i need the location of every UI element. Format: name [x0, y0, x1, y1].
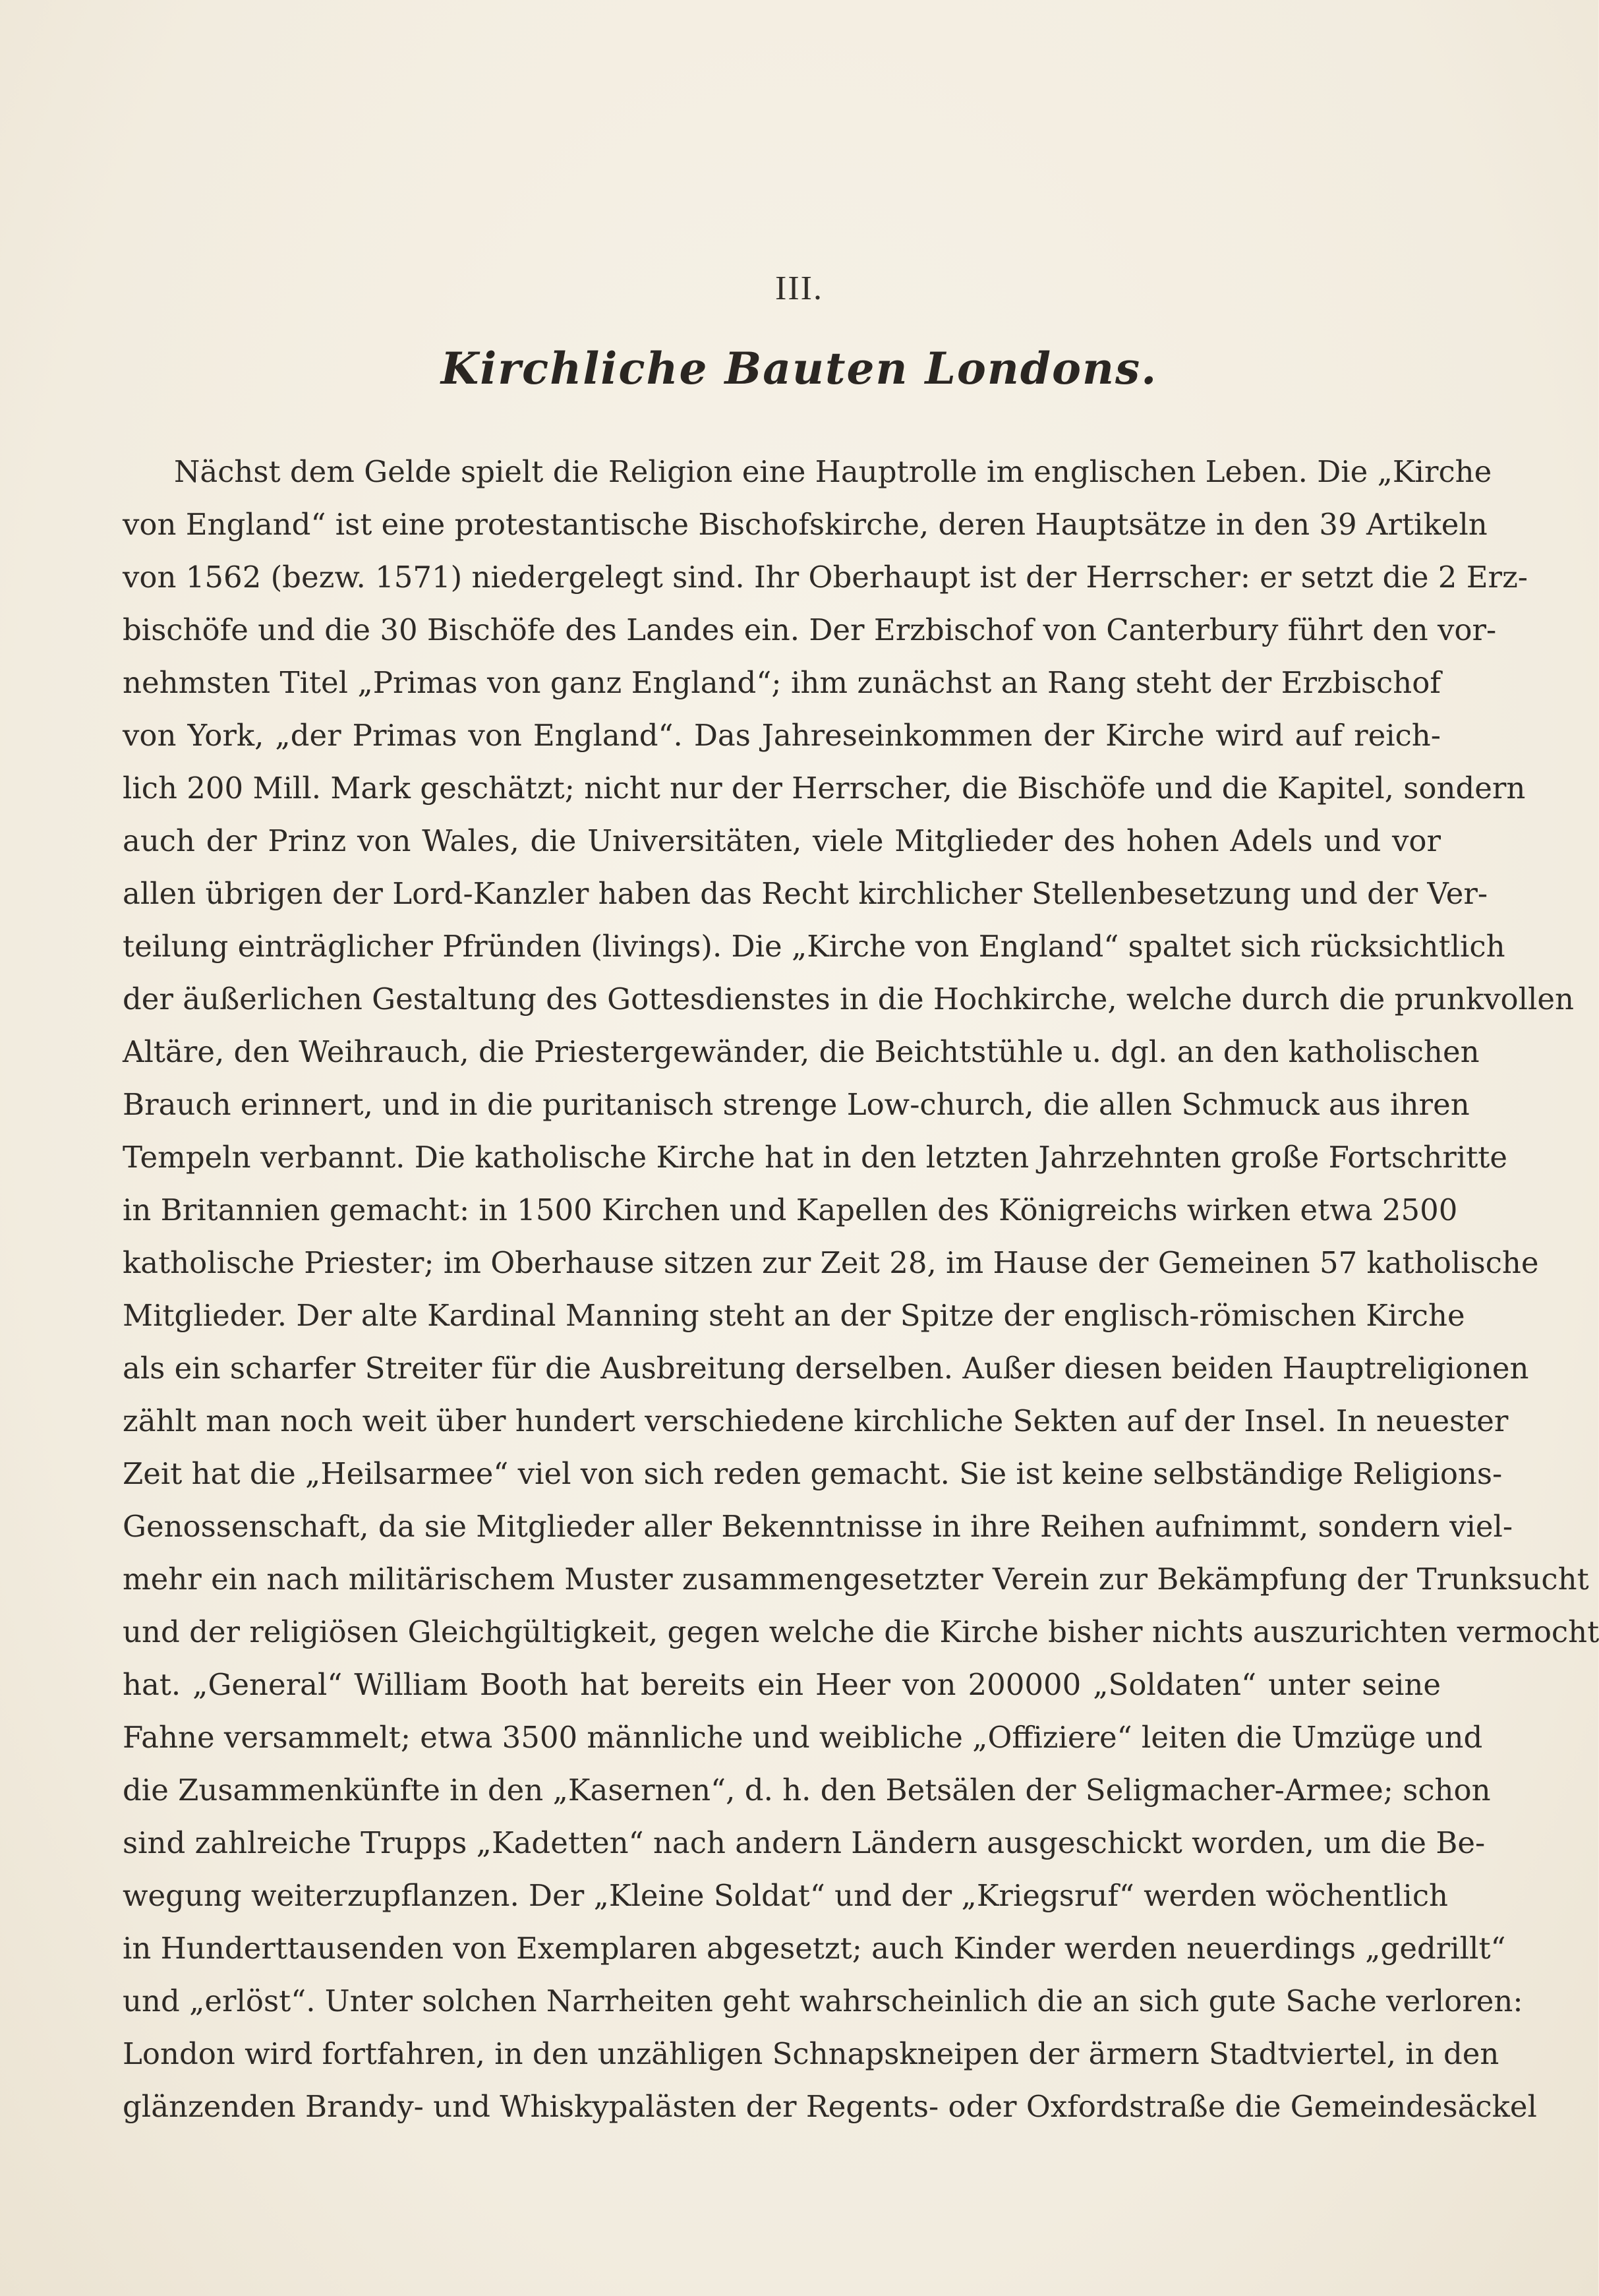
text-line: allen übrigen der Lord-Kanzler haben das Recht kirchlicher Stellenbesetzung und der Ver- — [123, 876, 1488, 911]
text-line: von 1562 (bezw. 1571) niedergelegt sind. Ihr Oberhaupt ist der Herrscher: er setzt die 2 Erz- — [123, 560, 1528, 595]
text-line: nehmsten Titel „Primas von ganz England“; ihm zunächst an Rang steht der Erzbischof — [123, 665, 1441, 700]
text-line: der äußerlichen Gestaltung des Gottesdienstes in die Hochkirche, welche durch die prunkvollen — [123, 982, 1575, 1016]
text-line: bischöfe und die 30 Bischöfe des Landes ein. Der Erzbischof von Canterbury führt den vor- — [123, 612, 1497, 647]
text-line: Tempeln verbannt. Die katholische Kirche hat in den letzten Jahrzehnten große Fortschritte — [123, 1140, 1508, 1175]
text-line: zählt man noch weit über hundert verschiedene kirchliche Sekten auf der Insel. In neuester — [123, 1403, 1509, 1438]
text-line: teilung einträglicher Pfründen (livings). Die „Kirche von England“ spaltet sich rücksichtlich — [123, 929, 1505, 964]
text-line: in Britannien gemacht: in 1500 Kirchen und Kapellen des Königreichs wirken etwa 2500 — [123, 1192, 1458, 1227]
chapter-number: III. — [775, 270, 823, 307]
text-line: glänzenden Brandy- und Whiskypalästen der Regents- oder Oxfordstraße die Gemeindesäckel — [123, 2089, 1537, 2124]
text-line: von York, „der Primas von England“. Das Jahreseinkommen der Kirche wird auf reich- — [123, 718, 1441, 753]
text-line: hat. „General“ William Booth hat bereits ein Heer von 200000 „Soldaten“ unter seine — [123, 1667, 1441, 1702]
text-line: London wird fortfahren, in den unzähligen Schnapskneipen der ärmern Stadtviertel, in den — [123, 2036, 1499, 2071]
text-line: auch der Prinz von Wales, die Universitäten, viele Mitglieder des hohen Adels und vor — [123, 823, 1441, 858]
body-text — [123, 446, 1599, 2133]
text-line: als ein scharfer Streiter für die Ausbreitung derselben. Außer diesen beiden Hauptreligionen — [123, 1351, 1529, 1386]
text-line: Altäre, den Weihrauch, die Priestergewänder, die Beichtstühle u. dgl. an den katholischen — [123, 1034, 1480, 1069]
text-line: mehr ein nach militärischem Muster zusammengesetzter Verein zur Bekämpfung der Trunksucht — [123, 1562, 1589, 1597]
text-line: katholische Priester; im Oberhause sitzen zur Zeit 28, im Hause der Gemeinen 57 katholische — [123, 1245, 1539, 1280]
text-line: Nächst dem Gelde spielt die Religion eine Hauptrolle im englischen Leben. Die „Kirche — [174, 454, 1492, 489]
text-line: die Zusammenkünfte in den „Kasernen“, d. h. den Betsälen der Seligmacher-Armee; schon — [123, 1773, 1491, 1808]
text-line: in Hunderttausenden von Exemplaren abgesetzt; auch Kinder werden neuerdings „gedrillt“ — [123, 1931, 1506, 1966]
text-line: Genossenschaft, da sie Mitglieder aller Bekenntnisse in ihre Reihen aufnimmt, sondern viel- — [123, 1509, 1513, 1544]
chapter-title: Kirchliche Bauten Londons. — [440, 343, 1158, 394]
text-line: und der religiösen Gleichgültigkeit, gegen welche die Kirche bisher nichts auszurichten vermocht — [123, 1614, 1599, 1649]
text-line: von England“ ist eine protestantische Bischofskirche, deren Hauptsätze in den 39 Artikeln — [123, 507, 1488, 542]
text-line: sind zahlreiche Trupps „Kadetten“ nach andern Ländern ausgeschickt worden, um die Be- — [123, 1825, 1486, 1860]
text-line: Zeit hat die „Heilsarmee“ viel von sich reden gemacht. Sie ist keine selbständige Religions- — [123, 1456, 1503, 1491]
text-line: lich 200 Mill. Mark geschätzt; nicht nur der Herrscher, die Bischöfe und die Kapitel, sondern — [123, 771, 1526, 806]
text-line: Fahne versammelt; etwa 3500 männliche und weibliche „Offiziere“ leiten die Umzüge und — [123, 1720, 1483, 1755]
text-line: Mitglieder. Der alte Kardinal Manning steht an der Spitze der englisch-römischen Kirche — [123, 1298, 1465, 1333]
text-line: und „erlöst“. Unter solchen Narrheiten geht wahrscheinlich die an sich gute Sache verloren: — [123, 1984, 1523, 2018]
text-line: Brauch erinnert, und in die puritanisch strenge Low-church, die allen Schmuck aus ihren — [123, 1087, 1470, 1122]
text-line: wegung weiterzupflanzen. Der „Kleine Soldat“ und der „Kriegsruf“ werden wöchentlich — [123, 1878, 1449, 1913]
